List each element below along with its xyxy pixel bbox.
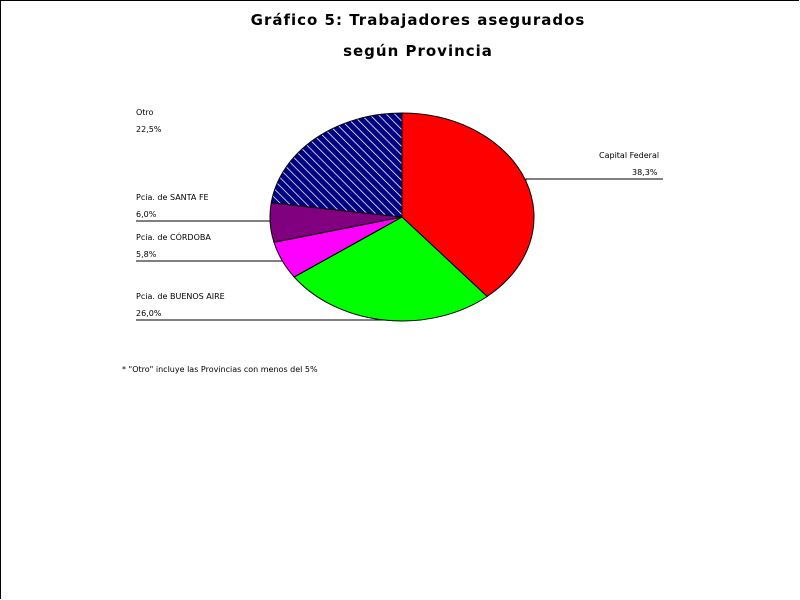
chart-subtitle: según Provincia xyxy=(343,42,493,60)
label-otro: Otro xyxy=(136,108,154,117)
label-buenos-aires: Pcia. de BUENOS AIRE xyxy=(136,292,225,301)
label-santa-fe: Pcia. de SANTA FE xyxy=(136,193,209,202)
footnote: * "Otro" incluye las Provincias con menos del 5% xyxy=(122,365,318,374)
value-capital-federal: 38,3% xyxy=(632,168,658,177)
slice-otro xyxy=(271,113,402,217)
value-buenos-aires: 26,0% xyxy=(136,309,162,318)
leader-santa-fe xyxy=(136,221,270,223)
value-otro: 22,5% xyxy=(136,125,162,134)
leader-cordoba xyxy=(136,260,282,261)
label-capital-federal: Capital Federal xyxy=(599,151,660,160)
label-cordoba: Pcia. de CÓRDOBA xyxy=(136,233,211,242)
value-santa-fe: 6,0% xyxy=(136,210,157,219)
value-cordoba: 5,8% xyxy=(136,250,157,259)
leader-capital-federal xyxy=(526,179,663,181)
chart-title: Gráfico 5: Trabajadores asegurados xyxy=(250,11,586,29)
